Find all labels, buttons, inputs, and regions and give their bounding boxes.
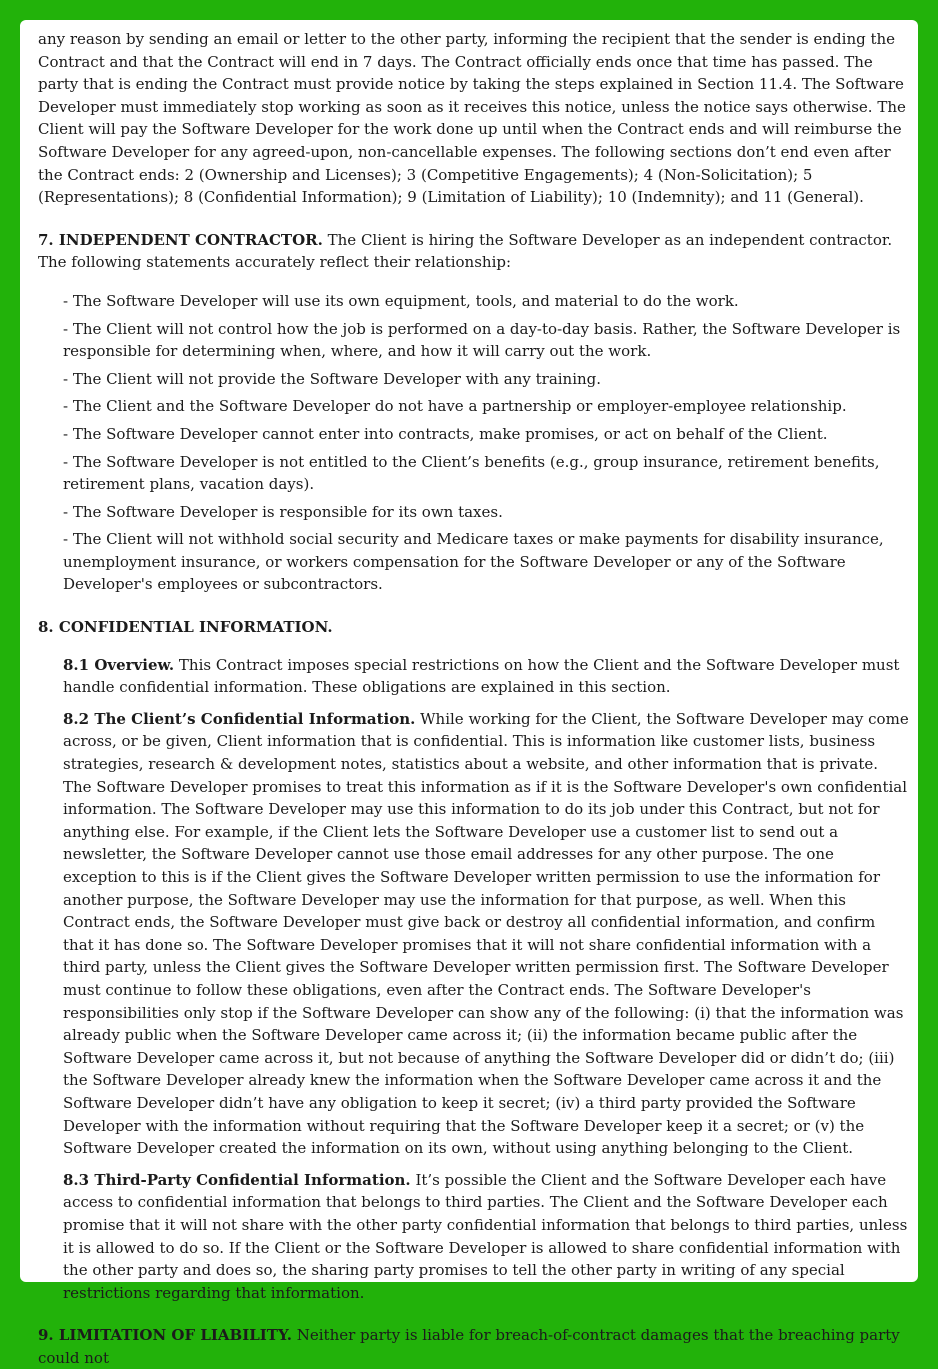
- document-content: [38, 28, 910, 1369]
- subsection-8-3: [63, 1169, 910, 1305]
- section-8-heading: 8. CONFIDENTIAL INFORMATION.: [38, 618, 333, 637]
- subsection-8-2-title: 8.2 The Client’s Confidential Information.: [63, 709, 416, 728]
- section-7-bullet-list: [63, 290, 910, 596]
- section-7-paragraph: [38, 229, 910, 274]
- section-7-heading: 7. INDEPENDENT CONTRACTOR.: [38, 230, 323, 249]
- bullet-item: - The Software Developer will use its own equipment, tools, and material to do the work.: [63, 291, 739, 310]
- subsection-8-2: [63, 708, 910, 1160]
- bullet-item: - The Client will not provide the Software Developer with any training.: [63, 369, 602, 388]
- subsection-8-1: [63, 654, 910, 699]
- subsection-8-1-text: This Contract imposes special restrictions on how the Client and the Software Developer must handle confidential information. These obligations are explained in this section.: [63, 655, 900, 697]
- bullet-item: - The Client will not withhold social security and Medicare taxes or make payments for disability insurance, unemployment insurance, or workers compensation for the Software Developer or any of the Software Developer's employees or subcontractors.: [63, 530, 884, 594]
- bullet-item: - The Software Developer is not entitled to the Client’s benefits (e.g., group insurance, retirement benefits, retirement plans, vacation days).: [63, 452, 880, 494]
- bullet-item: - The Client will not control how the job is performed on a day-to-day basis. Rather, the Software Developer is responsible for determining when, where, and how it will carry out the work.: [63, 319, 901, 361]
- section-9-text: Neither party is liable for breach-of-contract damages that the breaching party could not: [38, 1326, 900, 1367]
- bullet-item: - The Client and the Software Developer do not have a partnership or employer-employee relationship.: [63, 397, 847, 416]
- intro-paragraph: any reason by sending an email or letter to the other party, informing the recipient that the sender is ending the Contract and that the Contract will end in 7 days. The Contract officially ends once that time has passed. The party that is ending the Contract must provide notice by taking the steps explained in Section 11.4. The Software Developer must immediately stop working as soon as it receives this notice, unless the notice says otherwise. The Client will pay the Software Developer for the work done up until when the Contract ends and will reimburse the Software Developer for any agreed-upon, non-cancellable expenses. The following sections don’t end even after the Contract ends: 2 (Ownership and Licenses); 3 (Competitive Engagements); 4 (Non-Solicitation); 5 (Representations); 8 (Confidential Information); 9 (Limitation of Liability); 10 (Indemnity); and 11 (General).: [38, 30, 906, 207]
- subsection-8-3-text: It’s possible the Client and the Software Developer each have access to confidential information that belongs to third parties. The Client and the Software Developer each promise that it will not share with the other party confidential information that belongs to third parties, unless it is allowed to do so. If the Client or the Software Developer is allowed to share confidential information with the other party and does so, the sharing party promises to tell the other party in writing of any special restrictions regarding that information.: [63, 1170, 908, 1302]
- bullet-item: - The Software Developer cannot enter into contracts, make promises, or act on behalf of the Client.: [63, 424, 828, 443]
- subsection-8-1-title: 8.1 Overview.: [63, 655, 175, 674]
- section-8-paragraph: [38, 616, 910, 639]
- subsection-8-3-title: 8.3 Third-Party Confidential Information.: [63, 1170, 411, 1189]
- document-page: [20, 20, 918, 1367]
- subsection-8-2-text: While working for the Client, the Software Developer may come across, or be given, Client information that is confidential. This is information like customer lists, business strategies, research & development notes, statistics about a website, and other information that is private. The Software Developer promises to treat this information as if it is the Software Developer's own confidential information. The Software Developer may use this information to do its job under this Contract, but not for anything else. For example, if the Client lets the Software Developer use a customer list to send out a newsletter, the Software Developer cannot use those email addresses for any other purpose. The one exception to this is if the Client gives the Software Developer written permission to use the information for another purpose, the Software Developer may use the information for that purpose, as well. When this Contract ends, the Software Developer must give back or destroy all confidential information, and confirm that it has done so. The Software Developer promises that it will not share confidential information with a third party, unless the Client gives the Software Developer written permission first. The Software Developer must continue to follow these obligations, even after the Contract ends. The Software Developer's responsibilities only stop if the Software Developer can show any of the following: (i) that the information was already public when the Software Developer came across it; (ii) the information became public after the Software Developer came across it, but not because of anything the Software Developer did or didn’t do; (iii) the Software Developer already knew the information when the Software Developer came across it and the Software Developer didn’t have any obligation to keep it secret; (iv) a third party provided the Software Developer with the information without requiring that the Software Developer keep it a secret; or (v) the Software Developer created the information on its own, without using anything belonging to the Client.: [63, 709, 909, 1158]
- section-9-heading: 9. LIMITATION OF LIABILITY.: [38, 1326, 292, 1345]
- bullet-item: - The Software Developer is responsible for its own taxes.: [63, 502, 503, 521]
- section-8-subsections: [63, 654, 910, 1305]
- section-9-paragraph: [38, 1324, 910, 1369]
- section-7-text: The Client is hiring the Software Developer as an independent contractor. The following statements accurately reflect their relationship:: [38, 230, 893, 272]
